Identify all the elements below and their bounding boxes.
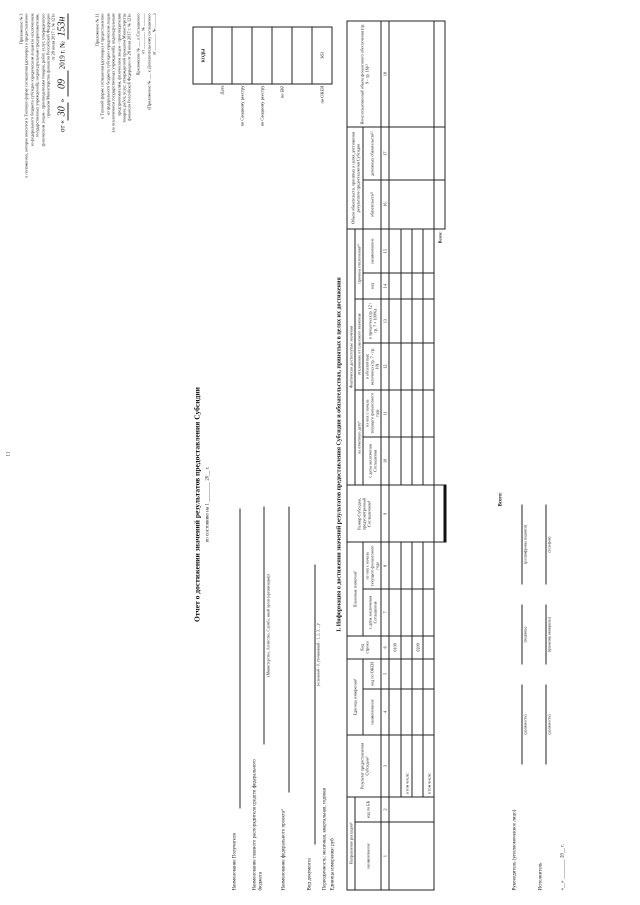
th-rowcode: Код строки xyxy=(347,636,381,659)
th-fact: Фактически достигнутые значения xyxy=(347,229,355,485)
table-cell xyxy=(412,589,423,636)
code-label: по Сводному реестру xyxy=(259,85,265,127)
col-num: 9 xyxy=(381,485,389,542)
table-cell xyxy=(389,229,401,274)
code-value xyxy=(272,27,292,84)
table-cell xyxy=(412,437,423,486)
table-cell xyxy=(389,797,434,822)
field-doctype-hint: (основной - 0, уточненный - 1, 2, 3, ...)³ xyxy=(316,623,321,686)
field-doctype-line xyxy=(314,565,316,845)
table-cell xyxy=(423,390,434,437)
th-unit-name: наименование xyxy=(363,689,381,736)
code-value: 383 xyxy=(312,27,332,84)
appendix-line: от 28 июля 2017 г. № 121н xyxy=(50,13,56,61)
table-cell xyxy=(389,822,434,890)
field-project-label: Наименование федерального проекта² xyxy=(281,809,287,891)
total-cell xyxy=(434,485,445,542)
table-cell xyxy=(412,299,423,344)
code-label: Дата xyxy=(219,85,225,95)
report-as-of: по состоянию на 1 ________ 20__ г. xyxy=(205,466,211,543)
table-cell xyxy=(423,343,434,390)
table-cell xyxy=(389,437,401,486)
col-num: 11 xyxy=(381,390,389,437)
table-cell xyxy=(412,735,423,796)
table-cell xyxy=(423,273,434,298)
total-cell xyxy=(434,127,445,180)
appendix-line: из федерального бюджета субсидии юридическим лицам (за исключением xyxy=(29,13,35,147)
codes-block xyxy=(193,27,333,187)
report-title: Отчет о достижении значений результатов предоставления Субсидии xyxy=(192,387,202,622)
field-manager-hint: (Министерство, Агентство, Служба, иной орган (организация)) xyxy=(266,574,271,677)
field-recipient-label: Наименование Получателя xyxy=(232,833,238,891)
col-num: 3 xyxy=(381,735,389,796)
table-cell xyxy=(389,390,401,437)
table-cell xyxy=(401,542,412,589)
sign-line xyxy=(545,605,547,665)
col-num: 4 xyxy=(381,689,389,736)
row-code: 0100 xyxy=(389,636,401,659)
th-fact-at: на отчетную дату⁹ xyxy=(355,390,363,485)
appendix-line: приказом Министерства финансов Российской Федерации xyxy=(45,13,51,118)
table-cell xyxy=(423,636,434,659)
th-oblig: обязательств¹¹ xyxy=(363,180,381,229)
table-cell xyxy=(401,589,412,636)
table-cell xyxy=(412,343,423,390)
th-reason-code: код xyxy=(363,273,381,298)
table-cell xyxy=(412,273,423,298)
col-num: 7 xyxy=(381,589,389,636)
table-cell xyxy=(401,659,412,689)
table-cell xyxy=(389,21,434,127)
table-cell xyxy=(401,437,412,486)
col-num: 6 xyxy=(381,636,389,659)
sign-line xyxy=(545,505,547,585)
code-label: по Сводному реестру xyxy=(239,85,245,127)
sign-line xyxy=(521,505,523,585)
table-cell xyxy=(423,229,434,274)
appendix-header xyxy=(19,14,69,178)
th-obligations: Объем обязательств, принятых в целях достижения результатов предоставления Субсидии xyxy=(347,127,363,229)
total-label-right: Всего: xyxy=(437,231,443,244)
code-label xyxy=(292,84,312,187)
results-table xyxy=(347,21,447,891)
table-cell xyxy=(423,689,434,736)
attachment-line: Приложение № ___ к Соглашению xyxy=(135,13,141,76)
th-amount: Размер Субсидии, предусмотренный Соглашением⁸ xyxy=(347,485,381,542)
table-cell xyxy=(389,180,434,229)
total-cell xyxy=(434,180,445,229)
th-direction: Направление расходов⁴ xyxy=(347,797,355,890)
th-plan: Плановые значения⁷ xyxy=(347,542,363,635)
codes-header: КОДЫ xyxy=(193,27,212,84)
col-num: 18 xyxy=(381,21,389,127)
sign-date: «__» ________ 20__ г. xyxy=(560,844,566,891)
col-num: 16 xyxy=(381,180,389,229)
table-cell xyxy=(389,659,401,689)
total-label-left: Всего: xyxy=(498,492,504,507)
th-result: Результат предоставления Субсидии⁵ xyxy=(347,735,381,796)
col-num: 5 xyxy=(381,659,389,689)
th-dev-abs: в абсолютных величинах (гр. 7 - гр. 10) xyxy=(363,343,381,390)
th-reason: причина отклонения¹⁰ xyxy=(355,229,363,299)
table-cell xyxy=(412,659,423,689)
table-cell xyxy=(423,542,434,589)
table-cell xyxy=(423,659,434,689)
col-num: 15 xyxy=(381,229,389,274)
field-manager-line xyxy=(263,507,265,745)
th-money: денежных обязательств¹² xyxy=(363,127,381,180)
sign-hint: (подпись) xyxy=(523,626,528,643)
table-cell xyxy=(401,299,412,344)
col-num: 14 xyxy=(381,273,389,298)
table-cell xyxy=(412,689,423,736)
attachment-from-2: от ________ № ______) xyxy=(151,13,157,56)
sign-hint: (телефон) xyxy=(547,536,552,553)
sign-line xyxy=(521,685,523,765)
code-value xyxy=(212,27,232,84)
table-cell xyxy=(389,299,401,344)
row-code: 0200 xyxy=(412,636,423,659)
code-value xyxy=(232,27,252,84)
document-sheet xyxy=(1,0,640,905)
total-cell xyxy=(434,21,445,127)
field-periodicity: Периодичность: месячная, квартальная, годовая xyxy=(322,788,328,891)
table-cell xyxy=(401,689,412,736)
table-cell xyxy=(401,390,412,437)
field-project-line xyxy=(288,507,290,793)
th-unit-code: код по ОКЕИ xyxy=(363,659,381,689)
col-num: 10 xyxy=(381,437,389,486)
field-manager-label: Наименование главного распорядителя средств федерального бюджета xyxy=(252,759,264,891)
table-cell xyxy=(401,273,412,298)
table-cell xyxy=(389,273,401,298)
appendix2-line: (за исключением государственных учреждений), индивидуальным xyxy=(110,13,116,133)
table-cell xyxy=(389,127,434,180)
col-num: 17 xyxy=(381,127,389,180)
table-cell xyxy=(389,542,401,589)
sign-head-label: Руководитель (уполномоченное лицо) xyxy=(512,809,518,891)
th-unit: Единица измерения⁶ xyxy=(347,659,363,735)
code-value xyxy=(252,27,272,84)
appendix2-line: товаров, работ, услуг, утвержденной приказом Министерства xyxy=(121,13,127,123)
table-cell xyxy=(412,390,423,437)
th-reason-name: наименование xyxy=(363,229,381,274)
table-cell xyxy=(389,589,401,636)
table-cell xyxy=(401,229,412,274)
table-cell xyxy=(401,343,412,390)
code-label: по ОКЕИ xyxy=(319,85,325,104)
col-num: 12 xyxy=(381,343,389,390)
table-cell xyxy=(389,735,401,796)
col-num: 2 xyxy=(381,797,389,822)
sign-hint: (должность) xyxy=(523,714,528,735)
appendix-2-header xyxy=(95,14,157,133)
appendix2-line: финансов Российской Федерации от 28 июля 2017 г. № 121н xyxy=(126,13,132,122)
th-plan-date: с даты заключения Соглашения xyxy=(363,589,381,636)
appendix2-line: предпринимателям, физическим лицам - производителям xyxy=(116,13,122,116)
table-cell xyxy=(401,636,412,659)
th-unused: Неиспользованный объем финансового обеспечения (гр. 9 - гр. 16)¹³ xyxy=(347,21,381,127)
appendix-line: физическим лицам - производителям товаров, работ, услуг, утвержденную xyxy=(40,13,46,147)
th-plan-year: из них с начала текущего финансового года xyxy=(363,542,381,589)
th-deviation: отклонение от планового значения xyxy=(355,299,363,390)
appendix2-line: Приложение № 11 xyxy=(94,13,100,47)
page-number: 11 xyxy=(6,451,12,457)
table-cell xyxy=(423,589,434,636)
attachment-line-2: (Приложение № ___ к Дополнительному соглашению xyxy=(146,13,152,110)
table-cell xyxy=(412,229,423,274)
sign-hint: (фамилия, инициалы) xyxy=(547,617,552,653)
table-cell xyxy=(389,343,401,390)
th-fact-year: из них с начала текущего финансового года xyxy=(363,390,381,437)
table-cell xyxy=(412,542,423,589)
field-recipient-line xyxy=(239,509,241,809)
sign-executor-label: Исполнитель xyxy=(538,862,544,891)
appendix-line: Приложение № 3 xyxy=(18,13,24,45)
sub-label: в том числе: xyxy=(401,735,412,796)
appendix-date: от «30» 09 2019 г. № 153н xyxy=(56,14,68,178)
table-cell xyxy=(423,299,434,344)
sign-line xyxy=(545,685,547,765)
appendix-line: государственных учреждений), индивидуальным предпринимателям, xyxy=(34,13,40,138)
table-cell xyxy=(423,437,434,486)
appendix2-line: из федерального бюджета субсидии юридическим лицам xyxy=(105,13,111,116)
th-dev-pct: в процентах (гр. 12 / гр. 7 × 100%) xyxy=(363,299,381,344)
col-num: 13 xyxy=(381,299,389,344)
field-doctype-label: Вид документа xyxy=(307,858,313,891)
sign-line xyxy=(521,605,523,665)
code-value xyxy=(292,27,312,84)
sub-label: в том числе: xyxy=(423,735,434,796)
attachment-from: от ________ № ______ xyxy=(140,13,146,54)
appendix2-line: к Типовой форме соглашения (договора) о предоставлении xyxy=(99,13,105,119)
appendix-line: к положению, которое вносится в Типовую форму соглашения (договора) о предоставлении xyxy=(23,13,29,178)
th-fact-date: с даты заключения Соглашения xyxy=(363,437,381,486)
col-num: 1 xyxy=(381,822,389,890)
th-dir-kbk: код по БК xyxy=(355,797,381,822)
table-cell xyxy=(389,689,401,736)
field-unit: Единица измерения: руб xyxy=(330,838,336,891)
sign-hint: (расшифровка подписи) xyxy=(523,525,528,564)
section-title: I. Информация о достижении значений результатов предоставления Субсидии и обязательствах, принятых в целях их достижения xyxy=(336,277,343,632)
sign-hint: (должность) xyxy=(547,714,552,735)
th-dir-name: наименование xyxy=(355,822,381,890)
table-cell xyxy=(389,485,434,542)
col-num: 8 xyxy=(381,542,389,589)
code-label: по БК¹ xyxy=(279,85,285,99)
